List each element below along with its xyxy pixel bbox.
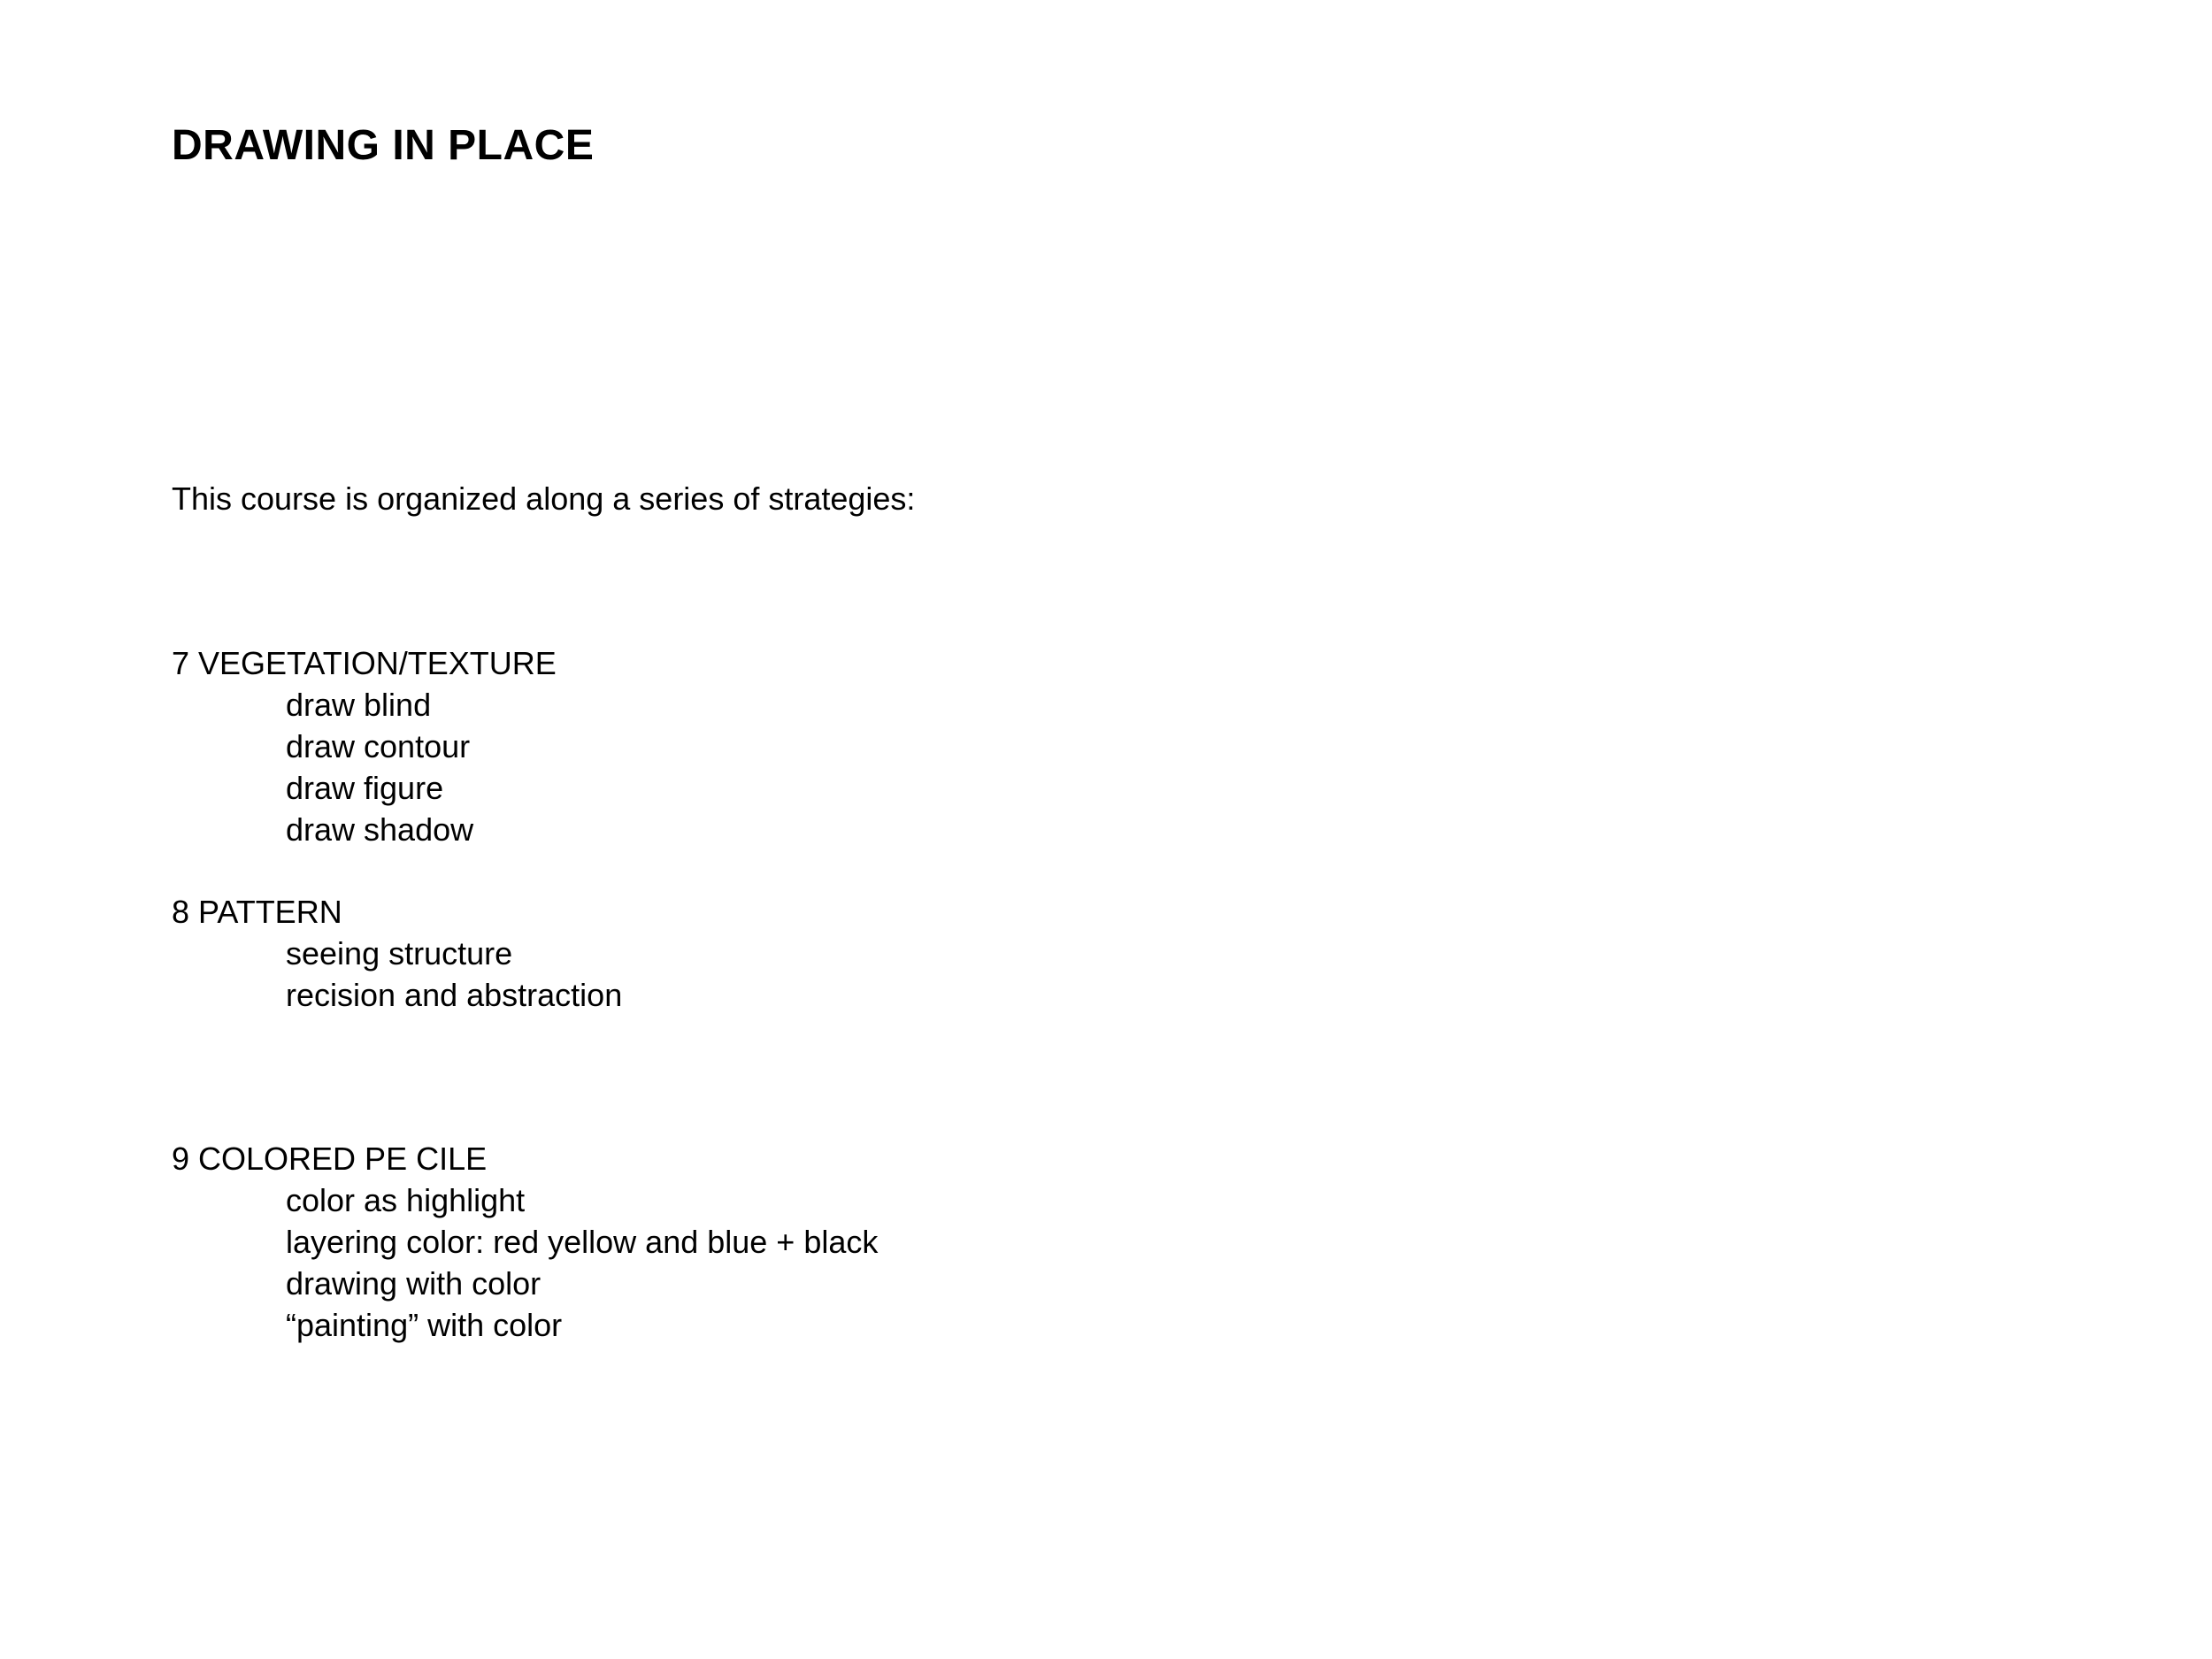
list-item: draw shadow [286,811,474,848]
intro-text: This course is organized along a series of strategies: [172,480,916,517]
list-item: “painting” with color [286,1307,563,1343]
strategy-section-colored-pencil [172,1138,878,1346]
strategy-section-vegetation [172,642,557,850]
list-item: drawing with color [286,1265,541,1302]
list-item: draw contour [286,728,471,764]
section-heading: 9 COLORED PE CILE [172,1141,488,1177]
list-item: color as highlight [286,1182,526,1218]
section-item-list [172,684,557,850]
section-heading: 7 VEGETATION/TEXTURE [172,645,557,681]
section-item-list [172,1179,878,1346]
list-item: recision and abstraction [286,977,623,1013]
list-item: layering color: red yellow and blue + black [286,1224,879,1260]
page-title: DRAWING IN PLACE [172,122,595,169]
strategy-section-pattern [172,891,622,1016]
list-item: draw figure [286,770,444,806]
section-item-list [172,933,622,1016]
list-item: draw blind [286,687,432,723]
section-heading: 8 PATTERN [172,894,342,930]
list-item: seeing structure [286,935,513,972]
